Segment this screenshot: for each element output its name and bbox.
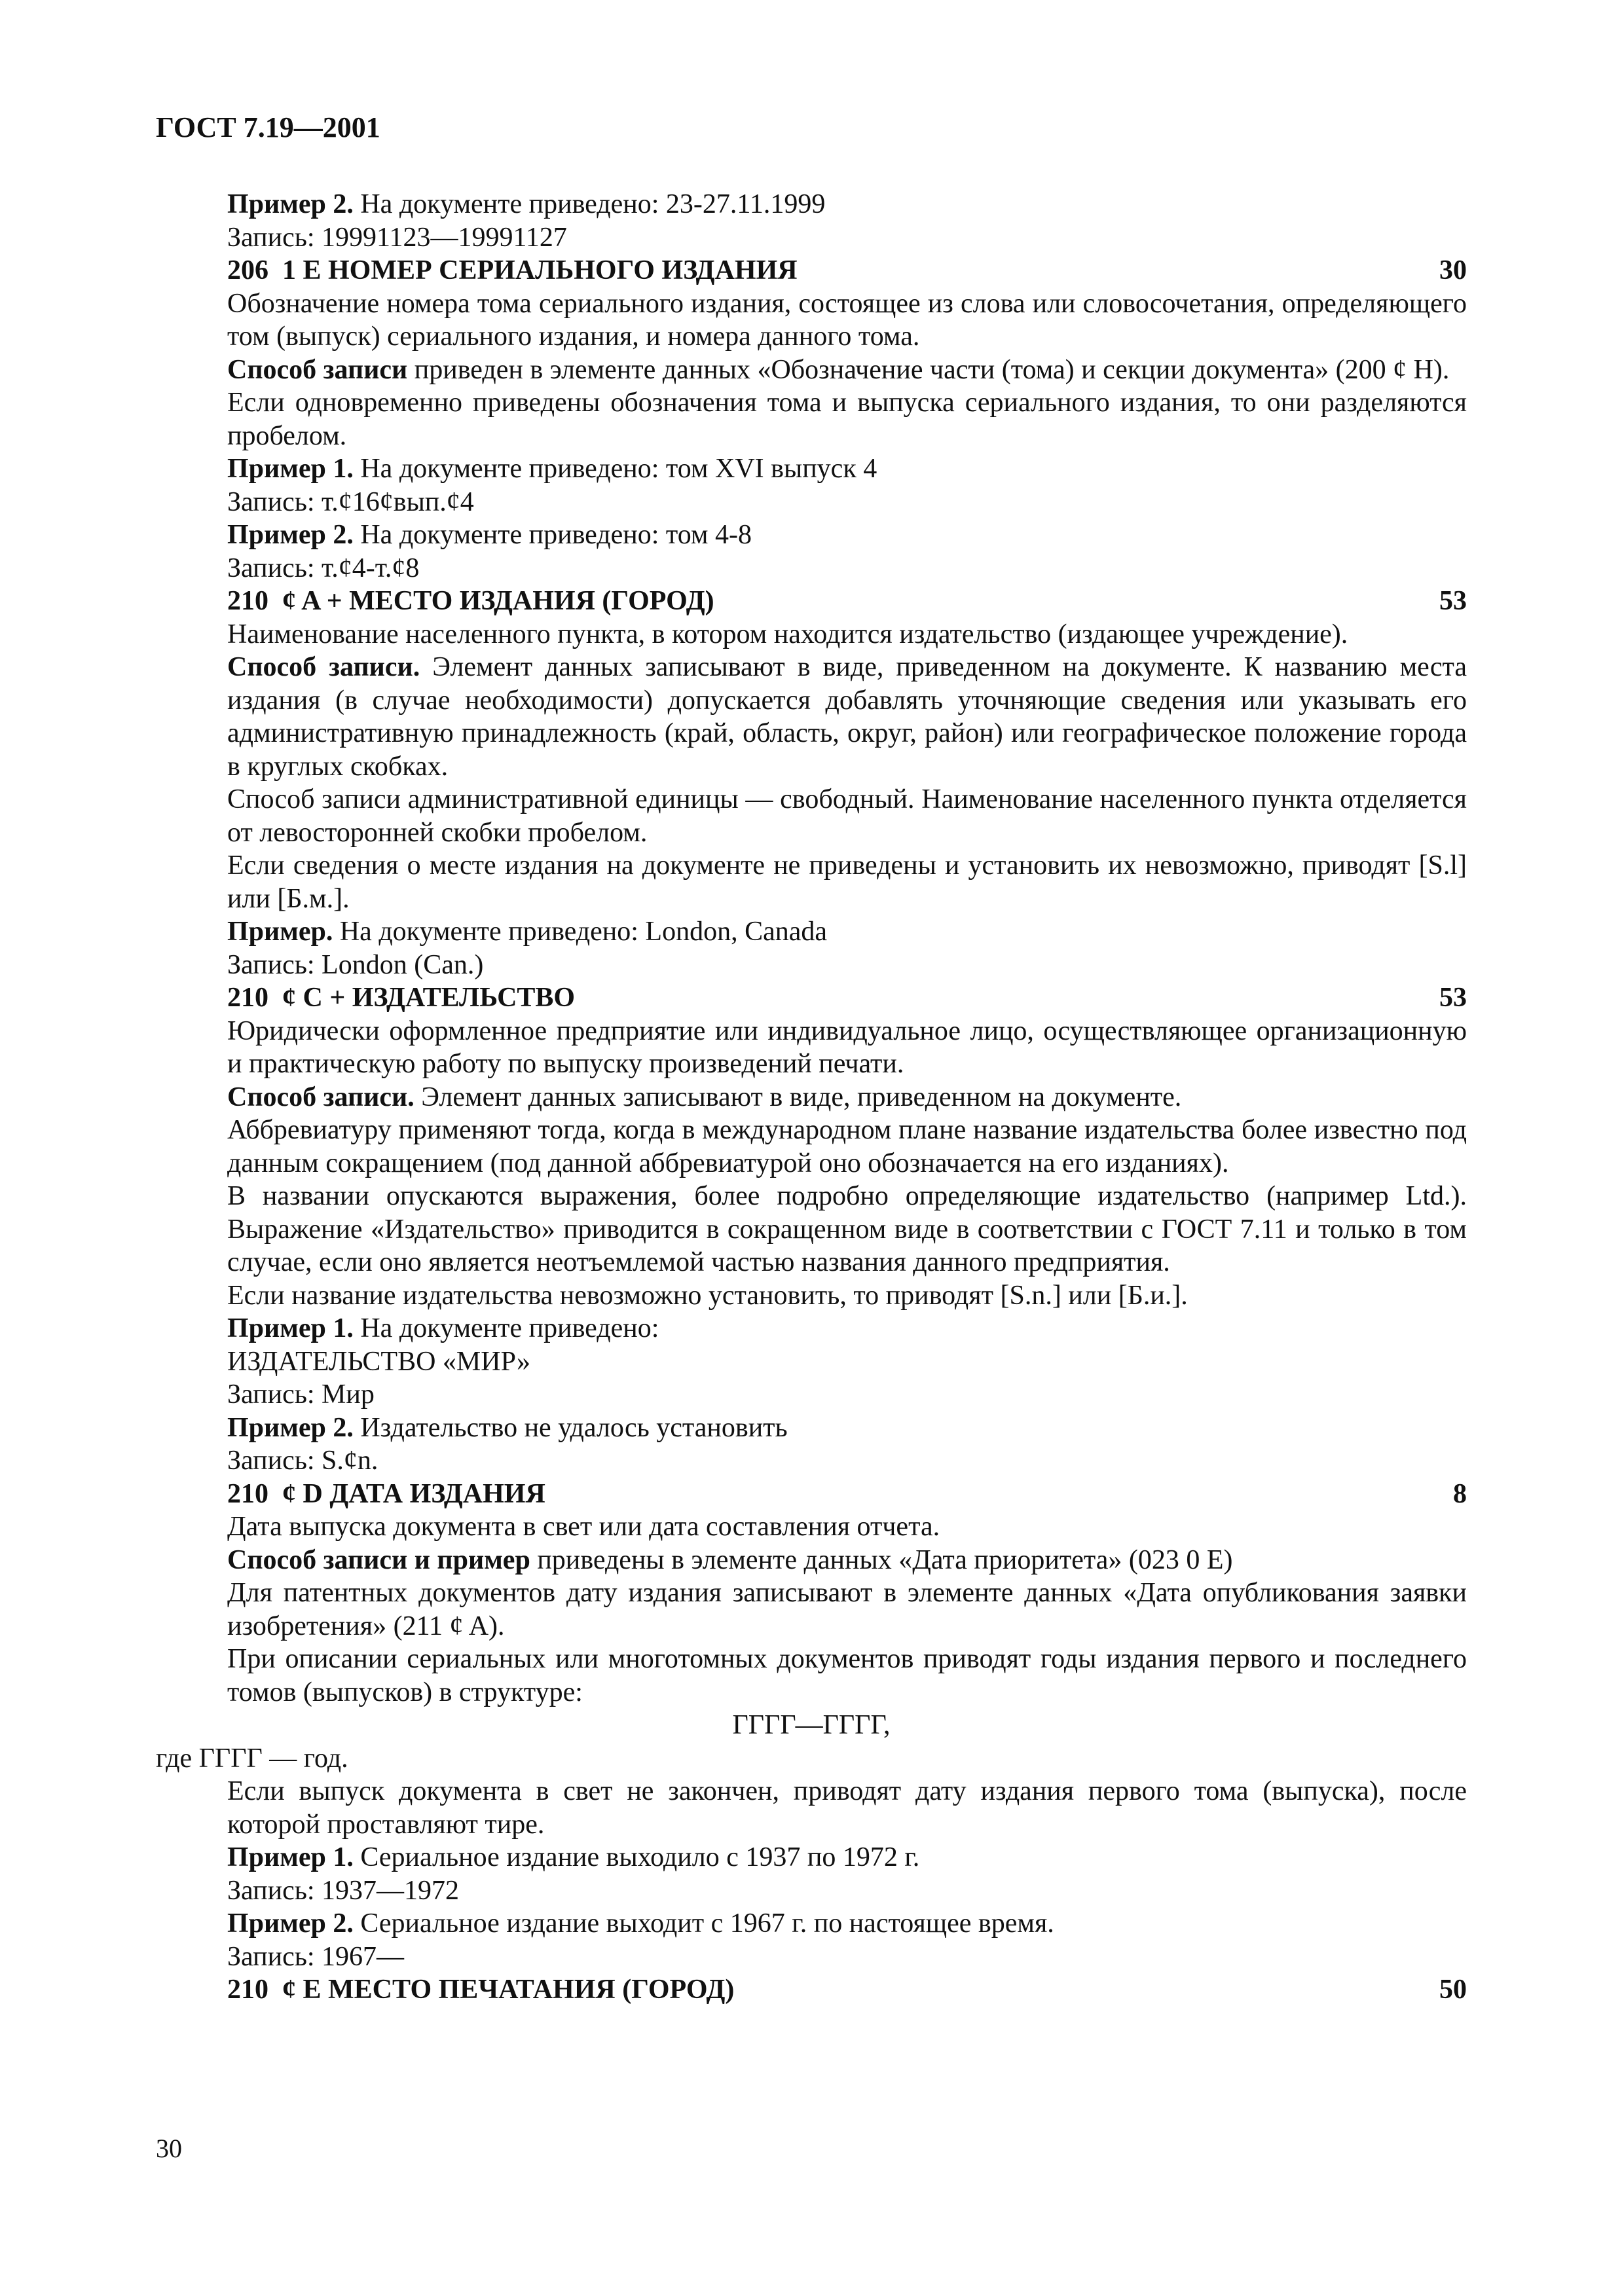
definition-paragraph: Дата выпуска документа в свет или дата составления отчета. bbox=[227, 1512, 940, 1542]
example-label: Пример. bbox=[227, 917, 333, 947]
record-line: Запись: т.ȼ4-т.ȼ8 bbox=[227, 553, 420, 583]
example-line: Пример 1. Сериальное издание выходило с 1937 по 1972 г. bbox=[227, 1842, 920, 1872]
method-paragraph: Способ записи и пример приведены в элементе данных «Дата приоритета» (023 0 E) bbox=[227, 1544, 1233, 1575]
example-label: Пример 2. bbox=[227, 189, 354, 219]
body-paragraph: Если одновременно приведены обозначения тома и выпуска сериального издания, то они разделяются пробелом. bbox=[227, 388, 1467, 451]
body-paragraph: Если сведения о месте издания на документе не приведены и установить их невозможно, приводят [S.l] или [Б.м.]. bbox=[227, 850, 1467, 914]
example-line: Пример 2. На документе приведено: том 4-8 bbox=[227, 520, 752, 550]
formula-explanation: где ГГГГ — год. bbox=[156, 1743, 348, 1774]
record-line: Запись: 19991123—19991127 bbox=[227, 222, 567, 253]
record-line: Запись: S.ȼn. bbox=[227, 1446, 378, 1476]
definition-paragraph: Наименование населенного пункта, в котором находится издательство (издающее учреждение). bbox=[227, 619, 1348, 649]
definition-paragraph: Юридически оформленное предприятие или индивидуальное лицо, осуществляющее организационную и практическую работу по выпуску произведений печати. bbox=[227, 1015, 1467, 1079]
element-heading-title: 210 ȼ A + МЕСТО ИЗДАНИЯ (ГОРОД) bbox=[227, 586, 714, 616]
element-heading-title: 210 ȼ C + ИЗДАТЕЛЬСТВО bbox=[227, 983, 576, 1013]
body-paragraph: При описании сериальных или многотомных документов приводят годы издания первого и последнего томов (выпусков) в структуре: bbox=[227, 1644, 1467, 1707]
example-content: ИЗДАТЕЛЬСТВО «МИР» bbox=[227, 1346, 531, 1377]
example-line: Пример 1. На документе приведено: том XVI выпуск 4 bbox=[227, 454, 877, 484]
method-label: Способ записи. bbox=[227, 652, 420, 682]
body-paragraph: В названии опускаются выражения, более подробно определяющие издательство (например Ltd.). Выражение «Издательство» приводится в сокращенном виде в соответствии с ГОСТ 7.11 и только в том случае, если оно является неотъемлемой частью названия данного предприятия. bbox=[227, 1181, 1467, 1277]
method-paragraph: Способ записи приведен в элементе данных «Обозначение части (тома) и секции документа» (200 ȼ H). bbox=[227, 354, 1450, 385]
element-heading bbox=[156, 1973, 1467, 2007]
example-label: Пример 1. bbox=[227, 1842, 354, 1872]
example-line: Пример. На документе приведено: London, Canada bbox=[227, 917, 828, 947]
record-line: Запись: 1937—1972 bbox=[227, 1875, 460, 1906]
method-label: Способ записи и пример bbox=[227, 1544, 530, 1575]
body-paragraph: Способ записи административной единицы — свободный. Наименование населенного пункта отделяется от левосторонней скобки пробелом. bbox=[227, 784, 1467, 848]
example-label: Пример 2. bbox=[227, 1908, 354, 1939]
element-heading-title: 210 ȼ E МЕСТО ПЕЧАТАНИЯ (ГОРОД) bbox=[227, 1975, 735, 2005]
example-line: Пример 2. Сериальное издание выходит с 1967 г. по настоящее время. bbox=[227, 1908, 1054, 1939]
element-heading-code: 53 bbox=[1439, 983, 1467, 1013]
element-heading-code: 53 bbox=[1439, 586, 1467, 616]
body-paragraph: Аббревиатуру применяют тогда, когда в международном плане название издательства более известно под данным сокращением (под данной аббревиатурой оно обозначается на его изданиях). bbox=[227, 1115, 1467, 1178]
method-paragraph: Способ записи. Элемент данных записывают в виде, приведенном на документе. bbox=[227, 1082, 1182, 1112]
record-line: Запись: London (Can.) bbox=[227, 949, 484, 980]
element-heading-code: 50 bbox=[1439, 1975, 1467, 2005]
record-line: Запись: 1967— bbox=[227, 1941, 405, 1972]
element-heading-code: 30 bbox=[1439, 255, 1467, 285]
record-line: Запись: Мир bbox=[227, 1379, 375, 1410]
element-heading-title: 206 1 E НОМЕР СЕРИАЛЬНОГО ИЗДАНИЯ bbox=[227, 255, 798, 285]
example-line: Пример 1. На документе приведено: bbox=[227, 1313, 659, 1343]
element-heading bbox=[156, 254, 1467, 287]
page-number: 30 bbox=[156, 2134, 182, 2163]
element-heading bbox=[156, 981, 1467, 1015]
method-paragraph: Способ записи. Элемент данных записывают в виде, приведенном на документе. К названию места издания (в случае необходимости) допускается добавлять уточняющие сведения или указывать его административную принадлежность (край, область, округ, район) или географическое положение города в круглых скобках. bbox=[227, 652, 1467, 782]
example-label: Пример 1. bbox=[227, 454, 354, 484]
example-label: Пример 1. bbox=[227, 1313, 354, 1343]
body-paragraph: Если выпуск документа в свет не закончен, приводят дату издания первого тома (выпуска), после которой проставляют тире. bbox=[227, 1776, 1467, 1840]
method-label: Способ записи bbox=[227, 354, 408, 385]
standard-designation: ГОСТ 7.19—2001 bbox=[156, 111, 380, 143]
element-heading-code: 8 bbox=[1453, 1478, 1467, 1509]
example-line: Пример 2. Издательство не удалось установить bbox=[227, 1412, 788, 1443]
example-label: Пример 2. bbox=[227, 520, 354, 550]
body-paragraph: Если название издательства невозможно установить, то приводят [S.n.] или [Б.и.]. bbox=[227, 1280, 1188, 1311]
document-body bbox=[156, 188, 1467, 2007]
body-paragraph: Для патентных документов дату издания записывают в элементе данных «Дата опубликования заявки изобретения» (211 ȼ A). bbox=[227, 1578, 1467, 1641]
example-line: Пример 2. На документе приведено: 23-27.11.1999 bbox=[227, 189, 826, 219]
method-label: Способ записи. bbox=[227, 1082, 415, 1112]
date-format-formula: ГГГГ—ГГГГ, bbox=[732, 1710, 891, 1740]
element-heading bbox=[156, 585, 1467, 618]
record-line: Запись: т.ȼ16ȼвып.ȼ4 bbox=[227, 486, 474, 517]
element-heading-title: 210 ȼ D ДАТА ИЗДАНИЯ bbox=[227, 1478, 545, 1509]
element-heading bbox=[156, 1478, 1467, 1511]
example-label: Пример 2. bbox=[227, 1412, 354, 1443]
definition-paragraph: Обозначение номера тома сериального издания, состоящее из слова или словосочетания, определяющего том (выпуск) сериального издания, и номера данного тома. bbox=[227, 288, 1467, 352]
